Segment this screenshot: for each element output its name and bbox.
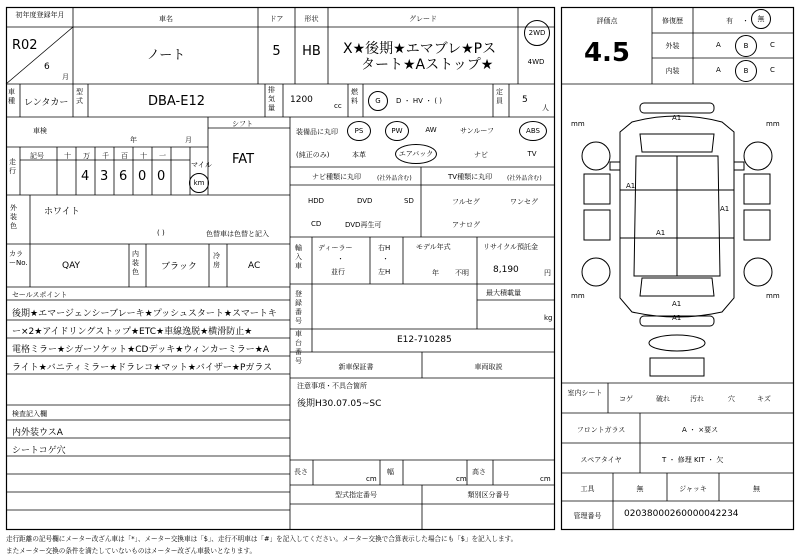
width-unit: cm: [456, 475, 467, 483]
equip-aw: AW: [425, 126, 437, 134]
length-label: 長さ: [294, 468, 308, 476]
seat-scratch: キズ: [757, 395, 771, 403]
sales-point-line-4: ライト★バニティミラー★ドラレコ★マット★バイザー★Pガラス: [12, 363, 273, 373]
tire-rr: mm: [766, 292, 780, 300]
mgmt-no-label: 管理番号: [573, 512, 602, 520]
inspection-year-unit: 年: [130, 136, 137, 144]
interior-label: 内装: [665, 67, 680, 75]
repair-none-circled: 無: [751, 9, 771, 29]
spare-tire-label: スペアタイヤ: [580, 456, 622, 464]
recycle-amount: 8,190: [493, 265, 519, 275]
digit-unit-1: 万: [83, 152, 90, 160]
inspector-line-1: 内外装ウスA: [12, 428, 63, 438]
model-year-label: モデル年式: [416, 243, 451, 251]
reg-month: 6: [44, 62, 50, 72]
navi-title: ナビ種類に丸印: [312, 173, 361, 181]
digit-unit-2: 千: [102, 152, 109, 160]
tv-analog: アナログ: [452, 221, 480, 229]
length-unit: cm: [366, 475, 377, 483]
equip-abs: ABS: [519, 121, 547, 141]
equipment-sub: (純正のみ): [296, 151, 330, 159]
seat-hole: 穴: [728, 395, 735, 403]
seat-tear: 破れ: [656, 395, 670, 403]
cc-unit: cc: [334, 102, 342, 110]
tv-fullseg: フルセグ: [452, 198, 480, 206]
mark-right: A1: [720, 205, 730, 213]
equip-tv: TV: [527, 150, 537, 158]
navi-dvd-play: DVD再生可: [345, 221, 382, 229]
reg-month-unit: 月: [62, 73, 69, 81]
digit-unit-0: 十: [64, 152, 71, 160]
kg-unit: kg: [544, 314, 553, 322]
shape-value: HB: [302, 44, 321, 59]
navi-cd: CD: [311, 220, 322, 228]
footer-line-2: またメーター交換の条件を満たしていないものはメーター改ざん車扱いとなります。: [6, 547, 257, 555]
doors-value: 5: [272, 44, 281, 59]
tire-fl: mm: [571, 120, 585, 128]
mileage-label: 走行: [9, 158, 16, 175]
model-designation-label: 型式指定番号: [335, 491, 377, 499]
mileage-sign-label: 記号: [30, 152, 44, 160]
tv-title: TV種類に丸印: [448, 173, 493, 181]
equip-airbag: エアバック: [395, 144, 437, 164]
ac-value: AC: [248, 261, 261, 271]
interior-c: C: [770, 66, 775, 74]
frame-no-label: 車台番号: [295, 330, 302, 365]
digit-unit-4: 十: [140, 152, 147, 160]
exterior-c: C: [770, 41, 775, 49]
navi-sub: (社外品含む): [377, 175, 412, 182]
right-h-label: 右H: [378, 244, 391, 252]
displacement-label: 排気量: [268, 86, 275, 112]
mileage-digit-3: 6: [119, 169, 128, 184]
equip-ps: PS: [347, 121, 371, 141]
tv-sub: (社外品含む): [507, 175, 542, 182]
parallel-label: 並行: [331, 268, 345, 276]
car-name-label: 車名: [159, 15, 173, 23]
sales-point-line-2: ー×2★アイドリングストップ★ETC★車線逸脱★横滑防止★: [12, 327, 253, 337]
spare-tire-value: T ・ 修理 KIT ・ 欠: [662, 456, 724, 464]
mark-left-front: A1: [626, 182, 636, 190]
tv-oneseg: ワンセグ: [510, 198, 538, 206]
vehicle-manual: 車両取説: [474, 363, 503, 371]
vehicle-type-label: 車種: [8, 88, 15, 105]
model-year-unknown: 不明: [455, 269, 469, 277]
mark-front: A1: [672, 114, 682, 122]
exterior-b-circled: B: [735, 35, 757, 57]
grade-line-1: X★後期★エマブレ★Pス: [343, 41, 497, 57]
jack-value: 無: [753, 485, 760, 493]
notes-value: 後期H30.07.05~SC: [297, 399, 382, 409]
interior-a: A: [716, 66, 721, 74]
reg-era: R02: [12, 38, 38, 53]
drive-2wd: 2WD: [524, 20, 550, 46]
interior-color-label: 内装色: [132, 250, 139, 276]
interior-seat-label: 室内シート: [567, 389, 603, 397]
tools-value: 無: [636, 485, 644, 493]
color-no-label: カラーNo.: [9, 250, 28, 267]
left-h-label: 左H: [378, 268, 391, 276]
jack-label: ジャッキ: [679, 485, 707, 493]
registration-no-label: 登録番号: [295, 290, 302, 325]
digit-unit-3: 百: [121, 152, 128, 160]
capacity-value: 5: [522, 95, 528, 105]
mark-left-rear: A1: [656, 229, 666, 237]
interior-b-circled: B: [735, 60, 757, 82]
mgmt-no-value: 02038000260000042234: [624, 509, 739, 519]
exterior-label: 外装: [665, 42, 680, 50]
car-name: ノート: [146, 48, 186, 63]
dealer-label: ディーラー: [318, 244, 353, 252]
max-load-label: 最大積載量: [486, 289, 521, 297]
category-no-label: 類別区分番号: [467, 491, 510, 499]
navi-dvd: DVD: [357, 197, 373, 205]
height-label: 高さ: [472, 468, 486, 476]
mark-bumper: A1: [672, 314, 682, 322]
footer-line-1: 走行距離の記号欄にメーター改ざん車は「*」、メーター交換車は「$」、走行不明車は「#」を記入してください。メーター交換で合算表示した場合にも「$」を記入します。: [6, 535, 518, 543]
exterior-a: A: [716, 41, 721, 49]
vehicle-type-value: レンタカー: [24, 98, 69, 108]
seat-burn: コゲ: [619, 395, 633, 403]
exterior-color-label: 外装色: [10, 204, 17, 230]
digit-unit-5: 一: [159, 152, 166, 160]
fuel-label: 燃料: [351, 88, 358, 105]
tire-fr: mm: [766, 120, 780, 128]
ac-label: 冷房: [213, 252, 220, 269]
color-change-paren: ( ): [157, 229, 165, 237]
equip-leather: 本革: [352, 151, 366, 159]
inspector-notes-label: 検査記入欄: [12, 410, 47, 418]
sales-points-label: セールスポイント: [12, 291, 68, 299]
repair-yes: 有: [726, 17, 733, 25]
mileage-digit-4: 0: [138, 169, 147, 184]
fuel-g-circled: G: [368, 91, 388, 111]
first-reg-label: 初年度登録年月: [15, 11, 65, 19]
sales-point-line-1: 後期★エマージェンシーブレーキ★プッシュスタート★スマートキ: [12, 309, 277, 319]
repair-dot: ・: [742, 17, 749, 25]
new-car-warranty: 新車保証書: [338, 363, 374, 371]
color-no-value: QAY: [62, 261, 81, 271]
car-diagram: [582, 103, 772, 376]
mileage-digit-5: 0: [157, 169, 166, 184]
inspector-line-2: シートコゲ穴: [12, 446, 66, 456]
shape-label: 形状: [304, 15, 319, 23]
shift-label: シフト: [232, 120, 253, 128]
interior-color-value: ブラック: [161, 262, 197, 272]
sales-point-line-3: 電格ミラー★シガーソケット★CDデッキ★ウィンカーミラー★A: [12, 345, 270, 355]
model-label: 型式: [76, 88, 83, 105]
exterior-color-value: ホワイト: [44, 207, 80, 217]
height-unit: cm: [540, 475, 551, 483]
navi-sd: SD: [404, 197, 414, 205]
model-value: DBA-E12: [148, 94, 205, 109]
grade-label: グレード: [409, 15, 437, 23]
inspection-month-unit: 月: [185, 136, 192, 144]
yen-unit: 円: [544, 269, 551, 277]
displacement-value: 1200: [290, 95, 313, 105]
equipment-label: 装備品に丸印: [296, 128, 338, 136]
capacity-unit: 人: [542, 104, 549, 112]
mileage-digit-1: 4: [81, 169, 90, 184]
rating-label: 評価点: [596, 17, 618, 25]
recycle-label: リサイクル預託金: [483, 243, 539, 251]
navi-hdd: HDD: [308, 197, 325, 205]
seat-stain: 汚れ: [690, 395, 704, 403]
mark-rear: A1: [672, 300, 682, 308]
equip-navi: ナビ: [474, 151, 488, 159]
import-label: 輸入車: [295, 244, 302, 270]
tools-label: 工具: [580, 485, 595, 493]
drive-4wd: 4WD: [527, 58, 545, 66]
km-circled: km: [189, 173, 209, 193]
grade-line-2: タート★Aストップ★: [361, 57, 494, 73]
equip-sunroof: サンルーフ: [459, 127, 495, 135]
width-label: 幅: [387, 468, 394, 476]
inspection-label: 車検: [33, 127, 47, 135]
windshield-label: フロントガラス: [576, 426, 626, 434]
fuel-options: D ・ HV ・ ( ): [396, 97, 443, 105]
mileage-digit-2: 3: [100, 169, 109, 184]
repair-history-label: 修復歴: [662, 17, 683, 25]
rating-value: 4.5: [583, 38, 631, 68]
model-year-unit: 年: [432, 269, 439, 277]
color-change-note: 色替車は色替と記入: [206, 230, 269, 238]
windshield-value: A ・ ×要ス: [682, 426, 719, 434]
equip-pw: PW: [385, 121, 409, 141]
notes-label: 注意事項・不具合箇所: [297, 382, 367, 390]
frame-no-value: E12-710285: [397, 335, 452, 345]
miles-label: マイル: [191, 161, 212, 169]
tire-rl: mm: [571, 292, 585, 300]
capacity-label: 定員: [496, 88, 503, 105]
shift-value: FAT: [232, 152, 255, 167]
dot-1: ・: [337, 255, 344, 263]
doors-label: ドア: [269, 15, 284, 23]
dot-2: ・: [382, 255, 389, 263]
